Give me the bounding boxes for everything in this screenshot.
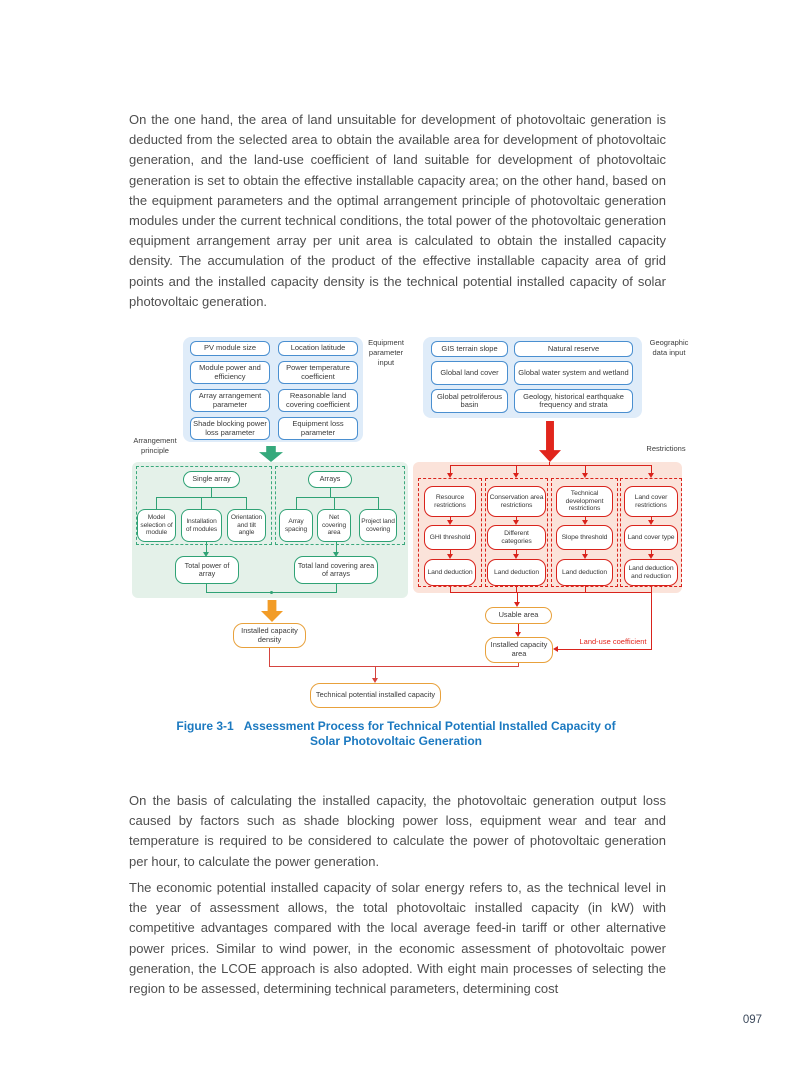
arrangement-child-box: Model selection of module xyxy=(137,509,176,542)
equipment-box: Array arrangement parameter xyxy=(190,389,270,412)
arrowhead-down-icon xyxy=(513,473,519,478)
flow-line xyxy=(296,497,297,509)
restriction-box: Slope threshold xyxy=(556,525,613,550)
restriction-box: Land cover restrictions xyxy=(624,486,678,517)
arrowhead-down-icon xyxy=(447,520,453,525)
arrowhead-down-icon xyxy=(372,678,378,683)
total-land-covering-box: Total land covering area of arrays xyxy=(294,556,378,584)
equipment-box: Shade blocking power loss parameter xyxy=(190,417,270,440)
arrowhead-down-icon xyxy=(203,552,209,557)
arrowhead-down-icon xyxy=(333,552,339,557)
figure-caption-label: Figure 3-1 xyxy=(176,719,234,733)
flow-arrow-down-orange-icon xyxy=(261,600,283,622)
equipment-parameter-input-label: Equipment parameter input xyxy=(368,338,404,367)
flow-line xyxy=(201,497,202,509)
geographic-data-input-label: Geographic data input xyxy=(649,338,689,357)
equipment-box: Reasonable land covering coefficient xyxy=(278,389,358,412)
arrowhead-down-icon xyxy=(648,520,654,525)
flow-line xyxy=(330,488,331,497)
restriction-box: Land deduction xyxy=(487,559,546,586)
paragraph-2: On the basis of calculating the installed capacity, the photovoltaic generation output loss caused by factors such as shade blocking power loss, equipment wear and tear and temperature is required to be considered to calculate the power of photovoltaic generation per hour, to calculate the power generation. xyxy=(129,793,666,869)
geographic-box: Global land cover xyxy=(431,361,508,385)
junction-dot xyxy=(270,591,273,594)
arrowhead-down-icon xyxy=(648,473,654,478)
flow-line xyxy=(246,497,247,509)
equipment-box: Location latitude xyxy=(278,341,358,356)
usable-area-box: Usable area xyxy=(485,607,552,624)
geographic-box: Global water system and wetland xyxy=(514,361,633,385)
flow-line xyxy=(156,497,157,509)
restriction-box: GHI threshold xyxy=(424,525,476,550)
paragraph-1: On the one hand, the area of land unsuitable for development of photovoltaic generation is deducted from the selected area to obtain the available area for development of photovoltaic generation, and the land-use coefficient of land suitable for development of photovoltaic generation is set to obtain the effective installable capacity area; on the other hand, based on the equipment parameters and the optimal arrangement principle of photovoltaic generation modules under the current technical conditions, the total power of the photovoltaic generation equipment arrangement array per unit area is calculated to obtain the installed capacity density. The accumulation of the product of the effective installable capacity area of grid points and the installed capacity density is the technical potential installed capacity of solar photovoltaic generation. xyxy=(129,112,666,309)
flow-line xyxy=(211,488,212,497)
arrowhead-down-icon xyxy=(582,520,588,525)
equipment-box: Equipment loss parameter xyxy=(278,417,358,440)
geographic-box: Natural reserve xyxy=(514,341,633,357)
arrowhead-down-icon xyxy=(513,554,519,559)
land-use-coefficient-label: Land-use coefficient xyxy=(579,637,647,646)
flow-line xyxy=(518,624,519,632)
arrowhead-down-icon xyxy=(582,554,588,559)
arrangement-child-box: Project land covering xyxy=(359,509,397,542)
flow-line xyxy=(336,542,337,552)
equipment-box: Module power and efficiency xyxy=(190,361,270,384)
restriction-box: Land cover type xyxy=(624,525,678,550)
restriction-box: Land deduction and reduction xyxy=(624,559,678,586)
equipment-box: PV module size xyxy=(190,341,270,356)
figure-caption-title-line2: Solar Photovoltaic Generation xyxy=(309,734,483,748)
page-number: 097 xyxy=(742,1014,762,1026)
restriction-box: Technical development restrictions xyxy=(556,486,613,517)
flow-line xyxy=(558,649,652,650)
arrangement-child-box: Net covering area xyxy=(317,509,351,542)
arrowhead-left-icon xyxy=(553,646,558,652)
arrangement-child-box: Orientation and tilt angle xyxy=(227,509,266,542)
geographic-box: Geology, historical earthquake frequency and strata xyxy=(514,389,633,413)
restriction-box: Different categories xyxy=(487,525,546,550)
flow-line xyxy=(450,465,651,466)
arrowhead-down-icon xyxy=(582,473,588,478)
flow-line xyxy=(375,666,376,678)
arrowhead-down-icon xyxy=(447,473,453,478)
flow-line xyxy=(296,497,379,498)
restriction-box: Land deduction xyxy=(556,559,613,586)
restriction-box: Land deduction xyxy=(424,559,476,586)
restriction-box: Resource restrictions xyxy=(424,486,476,517)
arrays-box: Arrays xyxy=(308,471,352,488)
installed-capacity-density-box: Installed capacity density xyxy=(233,623,306,648)
flow-line xyxy=(206,542,207,552)
flow-line xyxy=(450,592,652,593)
figure-caption-title-line1: Assessment Process for Technical Potential Installed Capacity of xyxy=(243,719,616,733)
total-power-of-array-box: Total power of array xyxy=(175,556,239,584)
equipment-box: Power temperature coefficient xyxy=(278,361,358,384)
single-array-box: Single array xyxy=(183,471,240,488)
technical-potential-box: Technical potential installed capacity xyxy=(310,683,441,708)
figure-caption xyxy=(116,719,676,749)
flow-line xyxy=(269,648,270,666)
geographic-box: Global petroliferous basin xyxy=(431,389,508,413)
geographic-box: GIS terrain slope xyxy=(431,341,508,357)
flow-arrow-down-red-icon xyxy=(539,421,561,462)
flow-line xyxy=(334,497,335,509)
flow-line xyxy=(269,666,519,667)
restriction-box: Conservation area restrictions xyxy=(487,486,546,517)
paragraph-3: The economic potential installed capacity of solar energy refers to, as the technical level in the year of assessment allows, the total photovoltaic installed capacity (in kW) with competitive advantages compared with the local average feed-in tariff or other alternative power prices. Similar to wind power, in the economic assessment of photovoltaic power generation, the LCOE approach is also adopted. With eight main processes of selecting the region to be assessed, determining technical parameters, determining cost xyxy=(129,880,666,997)
arrangement-principle-label: Arrangement principle xyxy=(133,436,177,455)
restrictions-label: Restrictions xyxy=(646,444,686,453)
flow-line xyxy=(206,584,207,592)
arrangement-child-box: Installation of modules xyxy=(181,509,222,542)
flow-line xyxy=(378,497,379,509)
flow-line xyxy=(336,584,337,592)
arrowhead-down-icon xyxy=(648,554,654,559)
arrangement-child-box: Array spacing xyxy=(279,509,313,542)
arrowhead-down-icon xyxy=(513,520,519,525)
installed-capacity-area-box: Installed capacity area xyxy=(485,637,553,663)
flow-arrow-down-green-icon xyxy=(259,446,283,462)
arrowhead-down-icon xyxy=(447,554,453,559)
flow-line xyxy=(517,592,518,602)
